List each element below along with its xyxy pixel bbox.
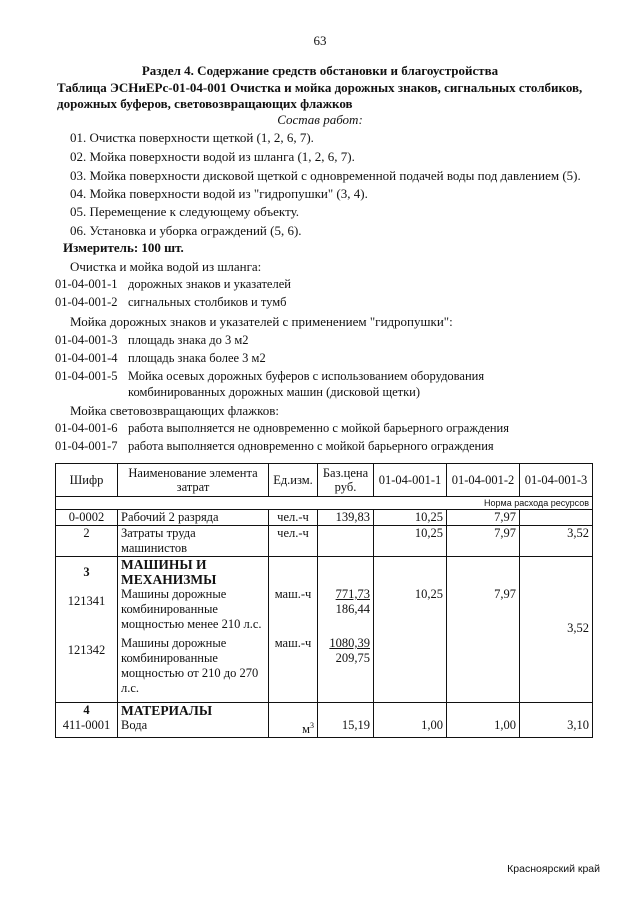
item-desc: работа выполняется одновременно с мойкой барьерного ограждения: [128, 439, 494, 453]
work-item: 04. Мойка поверхности водой из "гидропушки" (3, 4).: [70, 186, 368, 201]
header-price: Баз.цена руб.: [318, 464, 374, 497]
item-code: 01-04-001-7: [55, 439, 118, 453]
item-code: 01-04-001-6: [55, 421, 118, 435]
measure-unit: Измеритель: 100 шт.: [63, 240, 184, 255]
page-number: 63: [313, 33, 327, 48]
work-item: 02. Мойка поверхности водой из шланга (1, 2, 6, 7).: [70, 149, 355, 164]
group-heading: Очистка и мойка водой из шланга:: [70, 259, 262, 274]
item-code: 01-04-001-2: [55, 295, 118, 309]
works-header: Состав работ:: [277, 112, 363, 127]
group-heading: Мойка световозвращающих флажков:: [70, 403, 279, 418]
header-col3: 01-04-001-3: [520, 464, 593, 497]
item-code: 01-04-001-1: [55, 277, 118, 291]
cell-unit: чел.-ч: [269, 526, 318, 557]
cell-value: 7,97: [447, 510, 520, 526]
work-item: 01. Очистка поверхности щеткой (1, 2, 6, 7).: [70, 130, 314, 145]
cell-value: 3,52: [520, 557, 593, 703]
item-code: 01-04-001-4: [55, 351, 118, 365]
cell-value: 10,25: [374, 526, 447, 557]
item-code: 01-04-001-5: [55, 369, 118, 383]
header-unit: Ед.изм.: [269, 464, 318, 497]
work-item: 06. Установка и уборка ограждений (5, 6).: [70, 223, 302, 238]
table-header-row: [56, 464, 593, 497]
work-item: 05. Перемещение к следующему объекту.: [70, 204, 300, 219]
footer-region: Красноярский край: [507, 863, 600, 875]
table-row: [56, 557, 593, 703]
item-desc: площадь знака до 3 м2: [128, 333, 249, 347]
cell-value: 1,00: [447, 703, 520, 738]
group-heading: Мойка дорожных знаков и указателей с применением "гидропушки":: [70, 314, 453, 329]
cell-price: 15,19: [318, 703, 374, 738]
cell-unit: $м^3$: [269, 703, 318, 738]
cell-value: [520, 510, 593, 526]
cell-value: 7,97: [447, 526, 520, 557]
cell-price: [318, 526, 374, 557]
cell-price: 771,73 186,44 1080,39 209,75: [318, 557, 374, 703]
table-row: [56, 526, 593, 557]
cell-value: 3,10: [520, 703, 593, 738]
work-item: 03. Мойка поверхности дисковой щеткой с одновременной подачей воды под давлением (5).: [70, 168, 581, 183]
norm-label-row: [56, 497, 593, 510]
cell-value: 1,00: [374, 703, 447, 738]
item-code: 01-04-001-3: [55, 333, 118, 347]
cell-value: 7,97: [447, 557, 520, 703]
cell-unit: чел.-ч: [269, 510, 318, 526]
item-desc: Мойка осевых дорожных буферов с использованием оборудования: [128, 369, 485, 383]
item-desc: работа выполняется не одновременно с мойкой барьерного ограждения: [128, 421, 509, 435]
item-desc-continued: комбинированных дорожных машин (дисковой щетки): [128, 385, 421, 399]
item-desc: площадь знака более 3 м2: [128, 351, 266, 365]
table-title: Таблица ЭСНиЕРс-01-04-001 Очистка и мойка дорожных знаков, сигнальных столбиков,: [57, 80, 583, 95]
item-desc: дорожных знаков и указателей: [128, 277, 291, 291]
cell-code: 0-0002: [56, 510, 118, 526]
cell-value: 10,25: [374, 510, 447, 526]
cell-price: 139,83: [318, 510, 374, 526]
cell-unit: маш.-ч маш.-ч: [269, 557, 318, 703]
cell-code: 4 411-0001: [56, 703, 118, 738]
header-code: Шифр: [56, 464, 118, 497]
cell-value: 10,25: [374, 557, 447, 703]
section-title: Раздел 4. Содержание средств обстановки и благоустройства: [141, 63, 499, 78]
table-title-continued: дорожных буферов, световозвращающих флажков: [57, 96, 353, 111]
item-desc: сигнальных столбиков и тумб: [128, 295, 287, 309]
cell-name: Рабочий 2 разряда: [118, 510, 269, 526]
resource-table: [55, 463, 593, 738]
cell-code: 2: [56, 526, 118, 557]
norm-label: Норма расхода ресурсов: [374, 497, 593, 510]
cell-code: 3 121341 121342: [56, 557, 118, 703]
cell-name: Затраты труда машинистов: [118, 526, 269, 557]
cell-value: 3,52: [520, 526, 593, 557]
table-row: [56, 703, 593, 738]
cell-name: МАШИНЫ И МЕХАНИЗМЫ Машины дорожные комбинированные мощностью менее 210 л.с. Машины дорожные комбинированные мощностью от 210 до 270 л.с.: [118, 557, 269, 703]
header-col1: 01-04-001-1: [374, 464, 447, 497]
table-row: [56, 510, 593, 526]
header-col2: 01-04-001-2: [447, 464, 520, 497]
header-name: Наименование элемента затрат: [118, 464, 269, 497]
cell-name: МАТЕРИАЛЫ Вода: [118, 703, 269, 738]
